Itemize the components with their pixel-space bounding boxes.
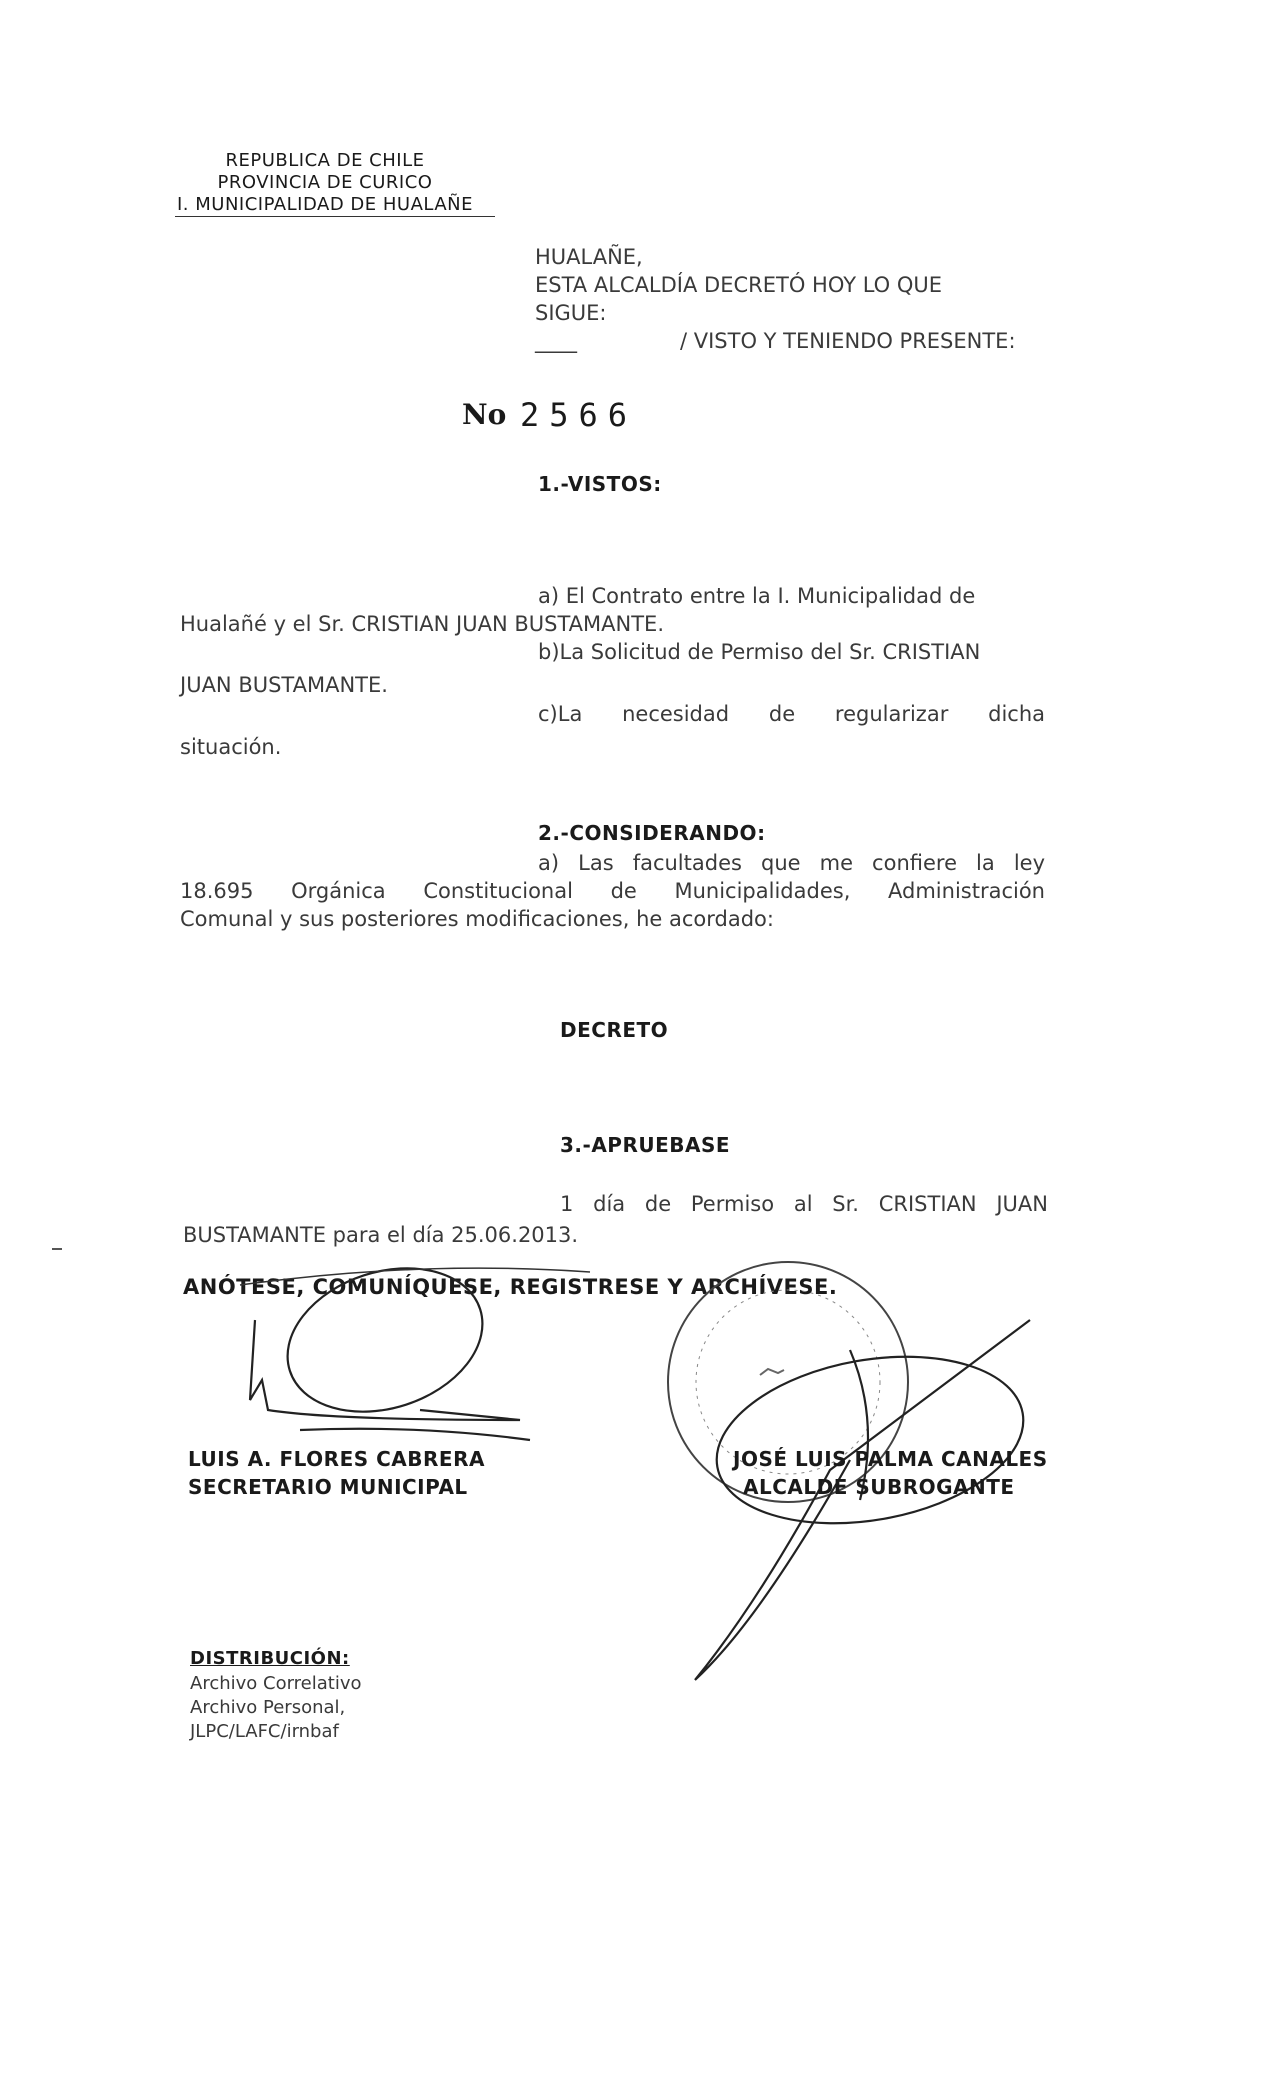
vistos-a-part2: Hualañé y el Sr. CRISTIAN JUAN BUSTAMANTE. — [180, 612, 664, 636]
vistos-b-part1: b)La Solicitud de Permiso del Sr. CRISTIAN — [538, 640, 981, 664]
apruebase-line1: 1 día de Permiso al Sr. CRISTIAN JUAN — [560, 1192, 1048, 1216]
decreto-heading: DECRETO — [560, 1018, 669, 1042]
left-signer-name: LUIS A. FLORES CABRERA — [188, 1447, 485, 1471]
apruebase-heading: 3.-APRUEBASE — [560, 1133, 731, 1157]
distribution-item-initials: JLPC/LAFC/irnbaf — [190, 1721, 339, 1742]
decree-number: 2566 — [520, 396, 638, 434]
vistos-c-part1: c)La necesidad de regularizar dicha — [538, 702, 1045, 726]
closing-formula: ANÓTESE, COMUNÍQUESE, REGISTRESE Y ARCHÍVESE. — [183, 1275, 838, 1299]
preamble-line3: / VISTO Y TENIENDO PRESENTE: — [680, 329, 1016, 353]
apruebase-line2: BUSTAMANTE para el día 25.06.2013. — [183, 1223, 579, 1247]
considerando-a-line2: 18.695 Orgánica Constitucional de Municipalidades, Administración — [180, 879, 1045, 903]
vistos-heading: 1.-VISTOS: — [538, 472, 662, 496]
preamble-place: HUALAÑE, — [535, 245, 643, 269]
left-signature-scribble — [250, 1244, 530, 1440]
header-line-municipalidad: I. MUNICIPALIDAD DE HUALAÑE — [177, 194, 473, 215]
considerando-a-line1: a) Las facultades que me confiere la ley — [538, 851, 1045, 875]
preamble-blank: ____ — [535, 329, 577, 353]
preamble-line1: ESTA ALCALDÍA DECRETÓ HOY LO QUE — [535, 273, 943, 297]
distribution-item-archivo-correlativo: Archivo Correlativo — [190, 1673, 362, 1694]
left-signer-title: SECRETARIO MUNICIPAL — [188, 1475, 468, 1499]
vistos-a-part1: a) El Contrato entre la I. Municipalidad de — [538, 584, 976, 608]
header-line-republica: REPUBLICA DE CHILE — [225, 150, 425, 171]
considerando-heading: 2.-CONSIDERANDO: — [538, 821, 766, 845]
distribution-item-archivo-personal: Archivo Personal, — [190, 1697, 346, 1718]
vistos-c-part2: situación. — [180, 735, 282, 759]
considerando-a-line3: Comunal y sus posteriores modificaciones, he acordado: — [180, 907, 774, 931]
right-signature-scribble — [695, 1320, 1037, 1680]
header-underline — [175, 216, 495, 217]
preamble-line2: SIGUE: — [535, 301, 607, 325]
vistos-b-part2: JUAN BUSTAMANTE. — [180, 673, 388, 697]
right-signer-name: JOSÉ LUIS PALMA CANALES — [733, 1447, 1048, 1471]
header-line-provincia: PROVINCIA DE CURICO — [217, 172, 433, 193]
right-signer-title: ALCALDE SUBROGANTE — [743, 1475, 1015, 1499]
decree-number-prefix: No — [462, 398, 507, 431]
distribution-heading: DISTRIBUCIÓN: — [190, 1648, 350, 1669]
